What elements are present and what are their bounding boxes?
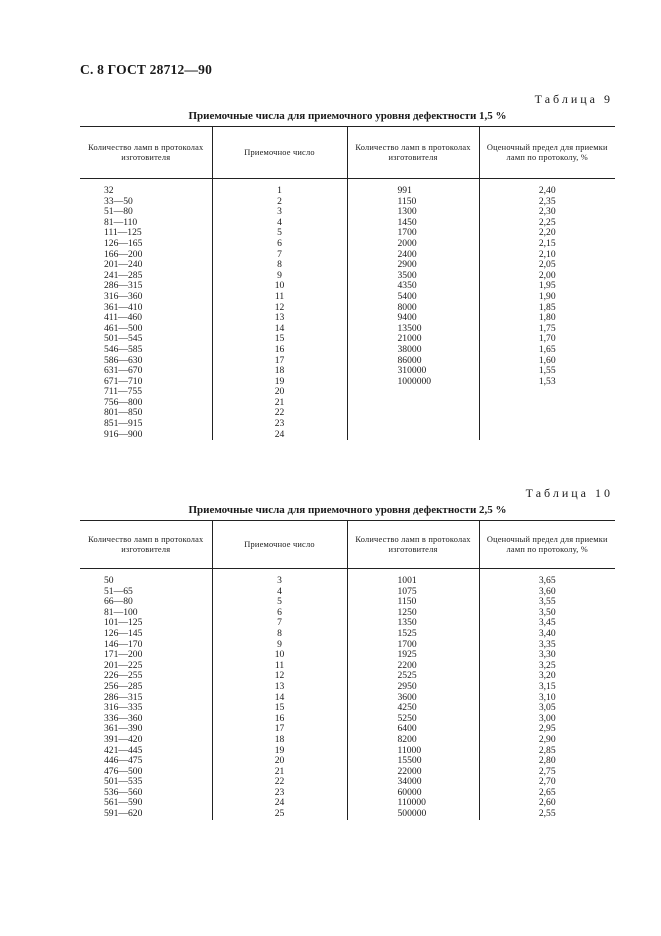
cell-acceptance-number: 5 — [212, 597, 347, 608]
cell-limit: 2,75 — [479, 767, 615, 778]
table-row — [80, 756, 615, 767]
cell-lamp-range: 801—850 — [104, 407, 143, 419]
cell-acceptance-number: 20 — [212, 387, 347, 398]
cell-limit: 2,40 — [479, 179, 615, 197]
cell-lamp-count: 2900 — [347, 260, 479, 271]
cell-lamp-range: 171—200 — [104, 649, 143, 661]
cell-lamp-count: 1350 — [347, 618, 479, 629]
cell-acceptance-number: 11 — [212, 661, 347, 672]
cell-lamp-range: 32 — [104, 185, 114, 196]
cell-limit: 2,00 — [479, 271, 615, 282]
table-row — [80, 218, 615, 229]
table-row — [80, 767, 615, 778]
cell-lamp-range: 361—390 — [104, 723, 143, 735]
cell-acceptance-number: 21 — [212, 398, 347, 409]
cell-lamp-range: 201—225 — [104, 659, 143, 671]
cell-lamp-count: 2000 — [347, 239, 479, 250]
table-row — [80, 179, 615, 197]
cell-lamp-count: 22000 — [347, 767, 479, 778]
cell-lamp-range: 851—915 — [104, 418, 143, 430]
cell-lamp-count: 4250 — [347, 703, 479, 714]
cell-limit: 1,60 — [479, 356, 615, 367]
table-row — [80, 292, 615, 303]
cell-lamp-count: 8200 — [347, 735, 479, 746]
cell-lamp-range: 111—125 — [104, 227, 142, 239]
cell-lamp-range: 336—360 — [104, 712, 143, 724]
cell-lamp-count: 3500 — [347, 271, 479, 282]
cell-limit: 1,65 — [479, 345, 615, 356]
cell-lamp-range: 446—475 — [104, 755, 143, 767]
table-row — [80, 419, 615, 430]
cell-limit: 3,50 — [479, 608, 615, 619]
cell-lamp-range: 126—145 — [104, 627, 143, 639]
cell-lamp-range: 241—285 — [104, 269, 143, 281]
cell-acceptance-number: 11 — [212, 292, 347, 303]
cell-acceptance-number: 4 — [212, 218, 347, 229]
cell-limit: 1,85 — [479, 303, 615, 314]
table-9-body — [80, 179, 615, 441]
table-10 — [80, 520, 615, 820]
table-row — [80, 250, 615, 261]
table-row — [80, 629, 615, 640]
table-row — [80, 788, 615, 799]
cell-acceptance-number: 12 — [212, 303, 347, 314]
cell-acceptance-number: 20 — [212, 756, 347, 767]
cell-limit: 3,20 — [479, 671, 615, 682]
cell-acceptance-number: 4 — [212, 587, 347, 598]
cell-acceptance-number: 17 — [212, 356, 347, 367]
table-row — [80, 366, 615, 377]
cell-limit: 1,75 — [479, 324, 615, 335]
cell-limit: 1,70 — [479, 334, 615, 345]
cell-lamp-range: 536—560 — [104, 786, 143, 798]
cell-limit: 3,25 — [479, 661, 615, 672]
cell-lamp-count: 2400 — [347, 250, 479, 261]
table-row — [80, 387, 615, 398]
cell-lamp-range: 546—585 — [104, 343, 143, 355]
cell-lamp-range: 756—800 — [104, 396, 143, 408]
cell-lamp-count: 3600 — [347, 693, 479, 704]
table-row — [80, 398, 615, 409]
cell-lamp-range: 361—410 — [104, 301, 143, 313]
cell-lamp-range: 916—900 — [104, 428, 143, 440]
table-row — [80, 640, 615, 651]
cell-acceptance-number: 16 — [212, 345, 347, 356]
table-row — [80, 408, 615, 419]
cell-limit: 1,90 — [479, 292, 615, 303]
table-row — [80, 430, 615, 441]
cell-lamp-range: 33—50 — [104, 195, 133, 207]
cell-acceptance-number: 24 — [212, 798, 347, 809]
cell-limit: 3,40 — [479, 629, 615, 640]
table-row — [80, 377, 615, 388]
cell-lamp-range: 461—500 — [104, 322, 143, 334]
cell-limit: 2,15 — [479, 239, 615, 250]
cell-acceptance-number: 3 — [212, 569, 347, 587]
cell-lamp-count: 5400 — [347, 292, 479, 303]
cell-acceptance-number: 15 — [212, 703, 347, 714]
table-row — [80, 281, 615, 292]
cell-limit: 3,55 — [479, 597, 615, 608]
cell-limit: 3,35 — [479, 640, 615, 651]
cell-limit: 1,53 — [479, 377, 615, 388]
cell-limit: 3,05 — [479, 703, 615, 714]
table-row — [80, 569, 615, 587]
table-row — [80, 313, 615, 324]
cell-lamp-count: 1001 — [347, 569, 479, 587]
cell-lamp-count — [347, 387, 479, 398]
table-row — [80, 746, 615, 757]
table-9-caption: Приемочные числа для приемочного уровня дефектности 1,5 % — [188, 110, 507, 122]
table-row — [80, 239, 615, 250]
table-row — [80, 324, 615, 335]
cell-acceptance-number: 21 — [212, 767, 347, 778]
cell-lamp-range: 50 — [104, 575, 114, 586]
table-row — [80, 661, 615, 672]
table-row — [80, 260, 615, 271]
cell-limit: 2,30 — [479, 207, 615, 218]
cell-lamp-range: 286—315 — [104, 280, 143, 292]
cell-limit: 2,35 — [479, 197, 615, 208]
cell-limit: 1,55 — [479, 366, 615, 377]
cell-acceptance-number: 13 — [212, 313, 347, 324]
cell-lamp-count: 500000 — [347, 809, 479, 820]
table-row — [80, 703, 615, 714]
cell-limit: 2,05 — [479, 260, 615, 271]
cell-lamp-range: 226—255 — [104, 670, 143, 682]
cell-limit: 2,10 — [479, 250, 615, 261]
cell-lamp-count: 38000 — [347, 345, 479, 356]
table-row — [80, 693, 615, 704]
cell-limit: 2,20 — [479, 228, 615, 239]
table-row — [80, 650, 615, 661]
table-row — [80, 597, 615, 608]
cell-lamp-range: 146—170 — [104, 638, 143, 650]
cell-lamp-count: 1700 — [347, 640, 479, 651]
cell-acceptance-number: 6 — [212, 239, 347, 250]
cell-acceptance-number: 15 — [212, 334, 347, 345]
cell-lamp-range: 561—590 — [104, 797, 143, 809]
cell-lamp-range: 256—285 — [104, 680, 143, 692]
cell-lamp-range: 51—80 — [104, 206, 133, 218]
cell-lamp-count: 1150 — [347, 197, 479, 208]
cell-acceptance-number: 19 — [212, 746, 347, 757]
cell-lamp-range: 476—500 — [104, 765, 143, 777]
cell-acceptance-number: 10 — [212, 650, 347, 661]
table-9-header-acceptance: Приемочное число — [212, 127, 347, 179]
cell-lamp-count: 1450 — [347, 218, 479, 229]
cell-lamp-count: 2200 — [347, 661, 479, 672]
cell-limit: 2,65 — [479, 788, 615, 799]
cell-lamp-count: 2525 — [347, 671, 479, 682]
table-row — [80, 608, 615, 619]
cell-lamp-range: 66—80 — [104, 596, 133, 608]
cell-limit: 2,95 — [479, 724, 615, 735]
cell-lamp-range: 201—240 — [104, 259, 143, 271]
cell-lamp-range: 391—420 — [104, 733, 143, 745]
table-row — [80, 356, 615, 367]
cell-lamp-count: 110000 — [347, 798, 479, 809]
cell-acceptance-number: 9 — [212, 640, 347, 651]
table-10-header-lamps-2: Количество ламп в протоколах изготовителя — [347, 521, 479, 569]
cell-acceptance-number: 8 — [212, 629, 347, 640]
cell-lamp-count: 11000 — [347, 746, 479, 757]
cell-limit: 3,65 — [479, 569, 615, 587]
cell-limit: 3,60 — [479, 587, 615, 598]
cell-lamp-count: 1250 — [347, 608, 479, 619]
cell-lamp-count: 1925 — [347, 650, 479, 661]
cell-lamp-count: 991 — [347, 179, 479, 197]
cell-lamp-count: 4350 — [347, 281, 479, 292]
cell-acceptance-number: 3 — [212, 207, 347, 218]
cell-lamp-count — [347, 408, 479, 419]
cell-acceptance-number: 7 — [212, 250, 347, 261]
cell-lamp-range: 51—65 — [104, 585, 133, 597]
cell-lamp-range: 421—445 — [104, 744, 143, 756]
cell-acceptance-number: 22 — [212, 777, 347, 788]
cell-limit: 2,70 — [479, 777, 615, 788]
cell-lamp-count: 9400 — [347, 313, 479, 324]
cell-lamp-range: 316—360 — [104, 290, 143, 302]
cell-acceptance-number: 23 — [212, 788, 347, 799]
cell-lamp-count: 310000 — [347, 366, 479, 377]
cell-lamp-range: 586—630 — [104, 354, 143, 366]
cell-lamp-range: 501—545 — [104, 333, 143, 345]
cell-lamp-count: 1300 — [347, 207, 479, 218]
cell-acceptance-number: 19 — [212, 377, 347, 388]
cell-lamp-range: 166—200 — [104, 248, 143, 260]
cell-limit: 1,80 — [479, 313, 615, 324]
cell-lamp-count: 8000 — [347, 303, 479, 314]
table-row — [80, 809, 615, 820]
cell-limit: 1,95 — [479, 281, 615, 292]
cell-lamp-range: 631—670 — [104, 365, 143, 377]
cell-acceptance-number: 1 — [212, 179, 347, 197]
table-9-header-lamps: Количество ламп в протоколах изготовителя — [80, 127, 212, 179]
table-row — [80, 714, 615, 725]
cell-lamp-count: 1075 — [347, 587, 479, 598]
cell-acceptance-number: 12 — [212, 671, 347, 682]
cell-lamp-range: 711—755 — [104, 386, 143, 398]
cell-lamp-count: 1000000 — [347, 377, 479, 388]
cell-limit: 2,55 — [479, 809, 615, 820]
cell-acceptance-number: 23 — [212, 419, 347, 430]
cell-limit — [479, 408, 615, 419]
cell-acceptance-number: 24 — [212, 430, 347, 441]
cell-limit — [479, 398, 615, 409]
cell-lamp-range: 286—315 — [104, 691, 143, 703]
cell-lamp-count: 34000 — [347, 777, 479, 788]
table-row — [80, 798, 615, 809]
cell-lamp-count: 1150 — [347, 597, 479, 608]
cell-lamp-range: 316—335 — [104, 702, 143, 714]
cell-limit: 2,25 — [479, 218, 615, 229]
table-9 — [80, 126, 615, 440]
cell-lamp-count: 6400 — [347, 724, 479, 735]
table-row — [80, 618, 615, 629]
cell-limit: 3,15 — [479, 682, 615, 693]
cell-limit — [479, 430, 615, 441]
cell-limit: 2,80 — [479, 756, 615, 767]
cell-lamp-range: 81—110 — [104, 216, 138, 228]
table-10-caption: Приемочные числа для приемочного уровня дефектности 2,5 % — [188, 504, 507, 516]
table-row — [80, 345, 615, 356]
cell-acceptance-number: 18 — [212, 735, 347, 746]
cell-acceptance-number: 14 — [212, 693, 347, 704]
page-header: С. 8 ГОСТ 28712—90 — [80, 62, 213, 77]
cell-lamp-count: 15500 — [347, 756, 479, 767]
cell-acceptance-number: 6 — [212, 608, 347, 619]
cell-acceptance-number: 10 — [212, 281, 347, 292]
cell-lamp-count: 1700 — [347, 228, 479, 239]
cell-lamp-count — [347, 398, 479, 409]
cell-lamp-range: 411—460 — [104, 312, 143, 324]
table-row — [80, 724, 615, 735]
cell-lamp-count: 21000 — [347, 334, 479, 345]
cell-lamp-count — [347, 419, 479, 430]
table-10-label: Таблица 10 — [525, 486, 613, 500]
cell-lamp-count — [347, 430, 479, 441]
cell-limit: 3,00 — [479, 714, 615, 725]
table-row — [80, 334, 615, 345]
cell-lamp-count: 2950 — [347, 682, 479, 693]
cell-lamp-range: 591—620 — [104, 808, 143, 820]
cell-limit — [479, 419, 615, 430]
cell-acceptance-number: 8 — [212, 260, 347, 271]
table-9-label: Таблица 9 — [534, 92, 613, 106]
cell-lamp-count: 5250 — [347, 714, 479, 725]
cell-lamp-range: 501—535 — [104, 776, 143, 788]
table-row — [80, 735, 615, 746]
table-row — [80, 303, 615, 314]
cell-limit — [479, 387, 615, 398]
table-10-header-limit: Оценочный предел для приемки ламп по протоколу, % — [479, 521, 615, 569]
table-9-header-lamps-2: Количество ламп в протоколах изготовителя — [347, 127, 479, 179]
cell-acceptance-number: 5 — [212, 228, 347, 239]
table-row — [80, 682, 615, 693]
cell-lamp-range: 671—710 — [104, 375, 143, 387]
table-row — [80, 228, 615, 239]
table-row — [80, 587, 615, 598]
table-10-body — [80, 569, 615, 820]
cell-acceptance-number: 9 — [212, 271, 347, 282]
cell-limit: 2,85 — [479, 746, 615, 757]
cell-lamp-count: 86000 — [347, 356, 479, 367]
cell-lamp-count: 60000 — [347, 788, 479, 799]
table-9-header-limit: Оценочный предел для приемки ламп по протоколу, % — [479, 127, 615, 179]
cell-acceptance-number: 18 — [212, 366, 347, 377]
cell-limit: 3,30 — [479, 650, 615, 661]
cell-acceptance-number: 22 — [212, 408, 347, 419]
cell-acceptance-number: 13 — [212, 682, 347, 693]
table-row — [80, 207, 615, 218]
cell-limit: 3,45 — [479, 618, 615, 629]
cell-limit: 3,10 — [479, 693, 615, 704]
cell-lamp-range: 126—165 — [104, 237, 143, 249]
cell-acceptance-number: 7 — [212, 618, 347, 629]
cell-lamp-count: 1525 — [347, 629, 479, 640]
cell-lamp-range: 101—125 — [104, 617, 143, 629]
cell-lamp-range: 81—100 — [104, 606, 138, 618]
cell-acceptance-number: 2 — [212, 197, 347, 208]
table-row — [80, 777, 615, 788]
cell-acceptance-number: 14 — [212, 324, 347, 335]
table-10-header-acceptance: Приемочное число — [212, 521, 347, 569]
cell-limit: 2,60 — [479, 798, 615, 809]
table-10-header-lamps: Количество ламп в протоколах изготовителя — [80, 521, 212, 569]
table-row — [80, 197, 615, 208]
cell-lamp-count: 13500 — [347, 324, 479, 335]
table-row — [80, 271, 615, 282]
cell-acceptance-number: 16 — [212, 714, 347, 725]
cell-limit: 2,90 — [479, 735, 615, 746]
cell-acceptance-number: 25 — [212, 809, 347, 820]
table-row — [80, 671, 615, 682]
cell-acceptance-number: 17 — [212, 724, 347, 735]
